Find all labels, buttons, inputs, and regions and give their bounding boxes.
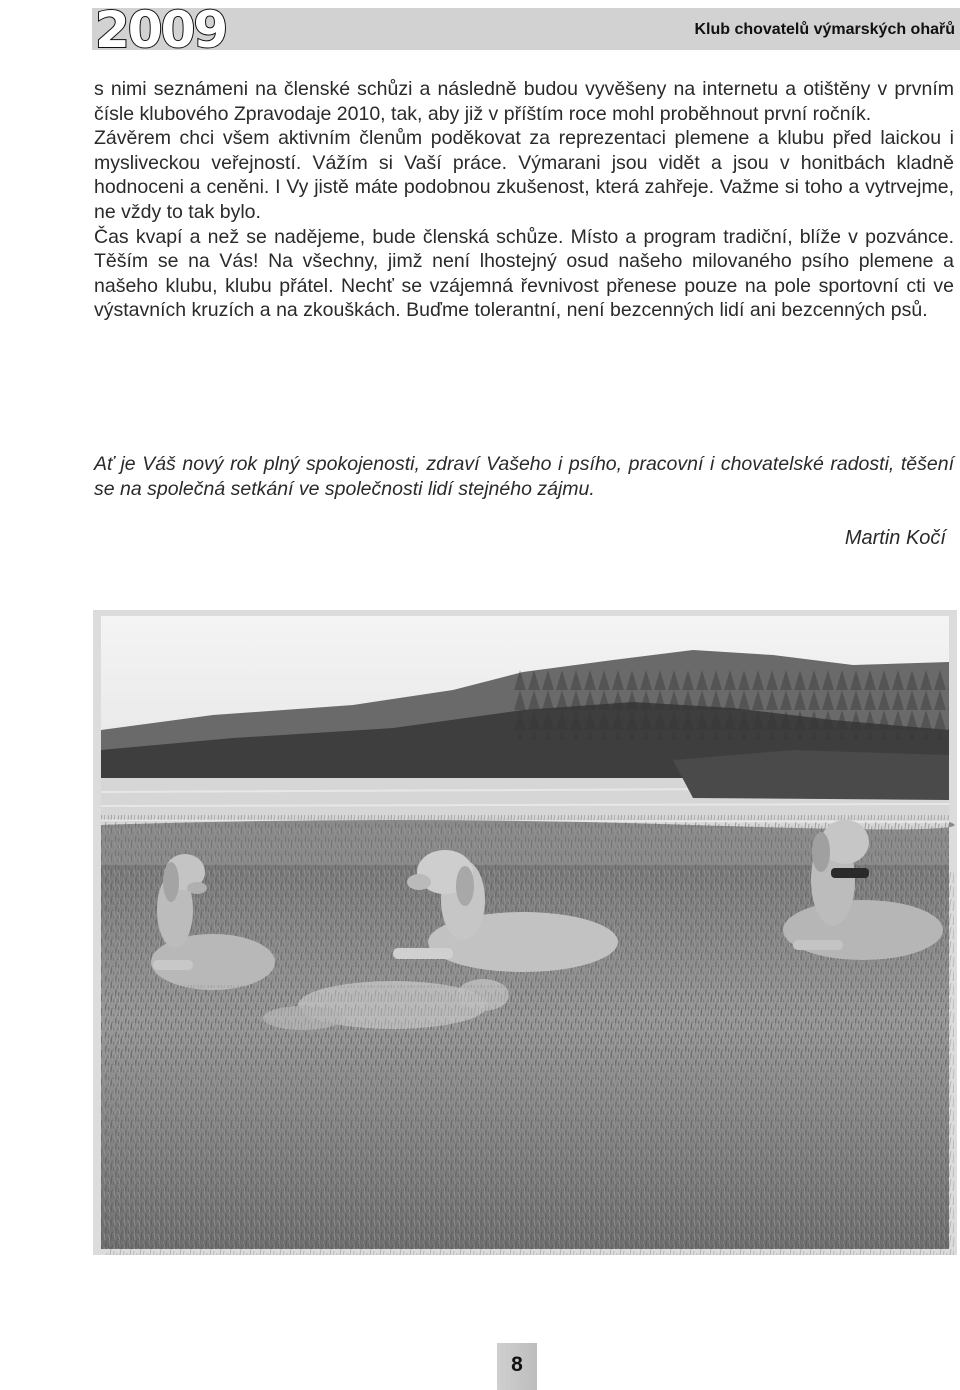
dog-collar [831,868,869,878]
page-number-tab [497,1343,537,1390]
closing-wish: Ať je Váš nový rok plný spokojenosti, zdraví Vašeho i psího, pracovní i chovatelské radosti, těšení se na společná setkání ve společnosti lidí stejného zájmu. [94,453,954,500]
dogs-by-lake-photo [93,610,957,1255]
body-paragraph: s nimi seznámeni na členské schůzi a následně budou vyvěšeny na internetu a otištěny v prvním čísle klubového Zpravodaje 2010, tak, aby již v příštím roce mohl proběhnout první ročník. [94,78,954,125]
body-paragraph: Závěrem chci všem aktivním členům poděkovat za reprezentaci plemene a klubu před laickou i mysliveckou veřejností. Vážím si Vaší práce. Výmarani jsou vidět a jsou v honitbách kladně hodnoceni a ceněni. I Vy jistě máte podobnou zkušenost, která zahřeje. Važme si toho a vytrvejme, ne vždy to tak bylo. [94,127,954,223]
photo-far-shore [673,750,949,800]
page-number: 8 [511,1353,523,1376]
header-club-name: Klub chovatelů výmarských ohařů [694,21,955,38]
body-paragraph: Čas kvapí a než se nadějeme, bude členská schůze. Místo a program tradiční, blíže v pozvánce. Těším se na Vás! Na všechny, jimž není lhostejný osud našeho milovaného psího plemene a našeho klubu, klubu přátel. Nechť se vzájemná řevnivost přenese pouze na pole sportovní cti ve výstavních kruzích a na zkouškách. Buďme tolerantní, není bezcenných lidí ani bezcenných psů. [94,225,954,322]
photo-illustration [93,610,957,1255]
author-signature: Martin Kočí [844,527,946,549]
article-body [94,77,954,323]
header-year: 2009 [95,1,227,59]
page-header [0,1,960,59]
